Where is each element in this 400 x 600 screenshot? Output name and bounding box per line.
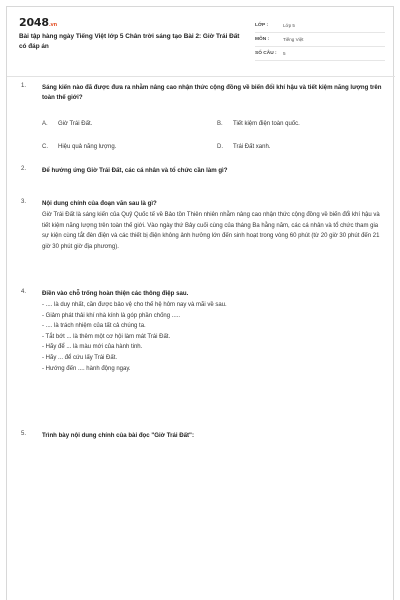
document-header <box>7 7 395 77</box>
logo-text: 2048 <box>19 16 49 29</box>
question-text: Điền vào chỗ trống hoàn thiện các thông điệp sau. <box>42 290 189 297</box>
message-line: - Hướng đến .... hành động ngay. <box>42 365 131 372</box>
option-text: Giờ Trái Đất. <box>58 121 93 127</box>
question-number: 1. <box>21 83 27 89</box>
message-list <box>42 300 382 374</box>
option-label: A. <box>42 121 48 127</box>
logo-suffix: .vn <box>48 22 57 28</box>
option-c[interactable] <box>42 144 116 150</box>
option-label: B. <box>217 121 223 127</box>
question-text: Trình bày nội dung chính của bài đọc "Giờ Trái Đất": <box>42 432 194 439</box>
meta-value: 5 <box>283 51 286 56</box>
meta-info <box>255 19 385 61</box>
message-line: - .... là trách nhiệm của tất cả chúng ta. <box>42 323 146 330</box>
document-page <box>6 6 394 600</box>
document-title: Bài tập hàng ngày Tiếng Việt lớp 5 Chân trời sáng tạo Bài 2: Giờ Trái Đất có đáp án <box>19 33 240 50</box>
option-text: Trái Đất xanh. <box>233 144 271 150</box>
meta-value: Lớp 5 <box>283 23 295 28</box>
meta-value: Tiếng Việt <box>283 37 304 42</box>
message-line: - Giảm phát thải khí nhà kính là góp phần chống ..... <box>42 312 181 319</box>
passage-text: Giờ Trái Đất là sáng kiến của Quỹ Quốc tế về Bảo tồn Thiên nhiên nhằm nâng cao nhận thức cộng đồng về biến đổi khí hậu và tiết kiệm năng lượng trên toàn thế giới. Vào ngày thứ Bảy cuối cùng của tháng Ba hằng năm, các cá nhân và tổ chức tham gia sự kiện cùng tắt đèn điện và các thiết bị điện không ảnh hưởng lớn đến sinh hoạt trong vòng 60 phút (từ 20 giờ 30 phút đến 21 giờ 30 phút giờ địa phương). <box>42 212 380 250</box>
meta-key: LỚP : <box>255 23 269 28</box>
option-a[interactable] <box>42 121 92 127</box>
question-text: Sáng kiến nào đã được đưa ra nhằm nâng cao nhận thức cộng đồng về biến đổi khí hậu và tiết kiệm năng lượng trên toàn thế giới? <box>42 84 382 101</box>
option-text: Hiệu quả năng lượng. <box>58 144 117 150</box>
meta-row-grade <box>255 19 385 33</box>
site-logo[interactable] <box>19 16 57 29</box>
option-d[interactable] <box>217 144 270 150</box>
meta-row-question-count <box>255 47 385 61</box>
meta-row-subject <box>255 33 385 47</box>
message-line: - Hãy ... để cứu lấy Trái Đất. <box>42 354 118 361</box>
option-label: C. <box>42 144 48 150</box>
question-text: Nội dung chính của đoạn văn sau là gì? <box>42 200 157 207</box>
option-b[interactable] <box>217 121 300 127</box>
option-label: D. <box>217 144 223 150</box>
meta-key: SỐ CÂU : <box>255 51 277 56</box>
question-number: 4. <box>21 289 27 295</box>
question-number: 2. <box>21 166 27 172</box>
message-line: - .... là duy nhất, cần được bảo vệ cho thế hệ hôm nay và mãi về sau. <box>42 302 227 308</box>
message-line: - Tắt bớt ... là thêm một cơ hội làm mát Trái Đất. <box>42 333 171 340</box>
question-text: Để hưởng ứng Giờ Trái Đất, các cá nhân và tổ chức cần làm gì? <box>42 167 228 174</box>
message-line: - Hãy để ... là màu mới của hành tinh. <box>42 344 143 351</box>
option-text: Tiết kiệm điện toàn quốc. <box>233 121 300 127</box>
question-number: 3. <box>21 199 27 205</box>
question-number: 5. <box>21 431 27 437</box>
meta-key: MÔN : <box>255 37 270 42</box>
